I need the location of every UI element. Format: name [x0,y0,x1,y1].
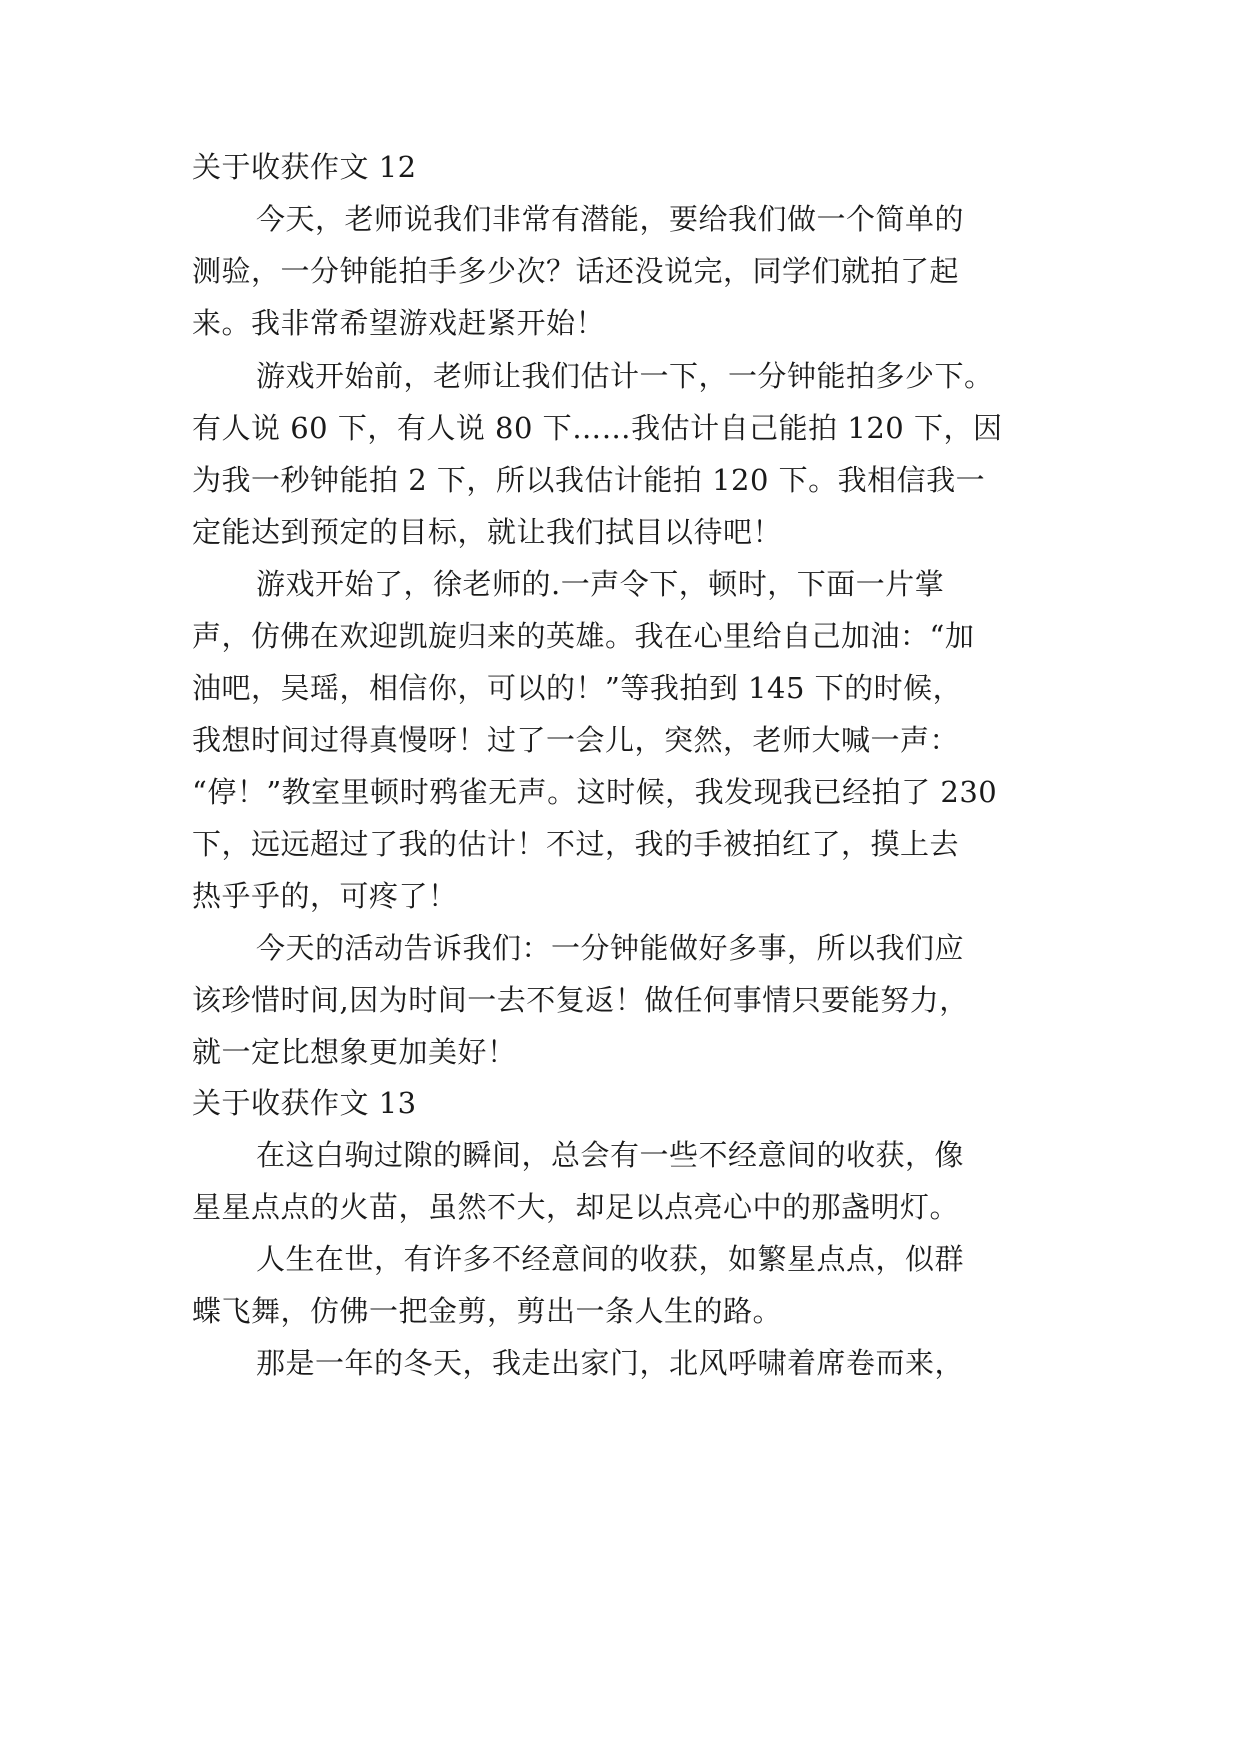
paragraph-line: 今天，老师说我们非常有潜能，要给我们做一个简单的 [256,202,965,236]
paragraph-line: 为我一秒钟能拍 2 下，所以我估计能拍 120 下。我相信我一 [192,463,986,497]
paragraph-line: 测验，一分钟能拍手多少次？话还没说完，同学们就拍了起 [192,254,960,288]
paragraph-line: 声，仿佛在欢迎凯旋归来的英雄。我在心里给自己加油：“加 [192,619,975,653]
paragraph-line: 有人说 60 下，有人说 80 下……我估计自己能拍 120 下，因 [192,411,1003,445]
essay-title-13: 关于收获作文 13 [192,1086,417,1120]
essay-title-12: 关于收获作文 12 [192,150,417,184]
paragraph-line: 今天的活动告诉我们：一分钟能做好多事，所以我们应 [256,931,965,965]
paragraph-line: “停！”教室里顿时鸦雀无声。这时候，我发现我已经拍了 230 [192,775,998,809]
paragraph-line: 蝶飞舞，仿佛一把金剪，剪出一条人生的路。 [192,1294,783,1328]
paragraph-line: 下，远远超过了我的估计！不过，我的手被拍红了，摸上去 [192,827,960,861]
paragraph-line: 人生在世，有许多不经意间的收获，如繁星点点，似群 [256,1242,965,1276]
paragraph-line: 在这白驹过隙的瞬间，总会有一些不经意间的收获，像 [256,1138,965,1172]
paragraph-line: 游戏开始了，徐老师的.一声令下，顿时，下面一片掌 [256,567,945,601]
paragraph-line: 星星点点的火苗，虽然不大，却足以点亮心中的那盏明灯。 [192,1190,960,1224]
paragraph-line: 来。我非常希望游戏赶紧开始！ [192,306,606,340]
paragraph-line: 那是一年的冬天，我走出家门，北风呼啸着席卷而来， [256,1346,965,1380]
paragraph-line: 我想时间过得真慢呀！过了一会儿，突然，老师大喊一声： [192,723,960,757]
paragraph-line: 该珍惜时间,因为时间一去不复返！做任何事情只要能努力， [192,983,969,1017]
paragraph-line: 定能达到预定的目标，就让我们拭目以待吧！ [192,515,783,549]
paragraph-line: 就一定比想象更加美好！ [192,1035,517,1069]
paragraph-line: 游戏开始前，老师让我们估计一下，一分钟能拍多少下。 [256,359,994,393]
paragraph-line: 油吧，吴瑶，相信你，可以的！”等我拍到 145 下的时候， [192,671,963,705]
paragraph-line: 热乎乎的，可疼了！ [192,879,458,913]
